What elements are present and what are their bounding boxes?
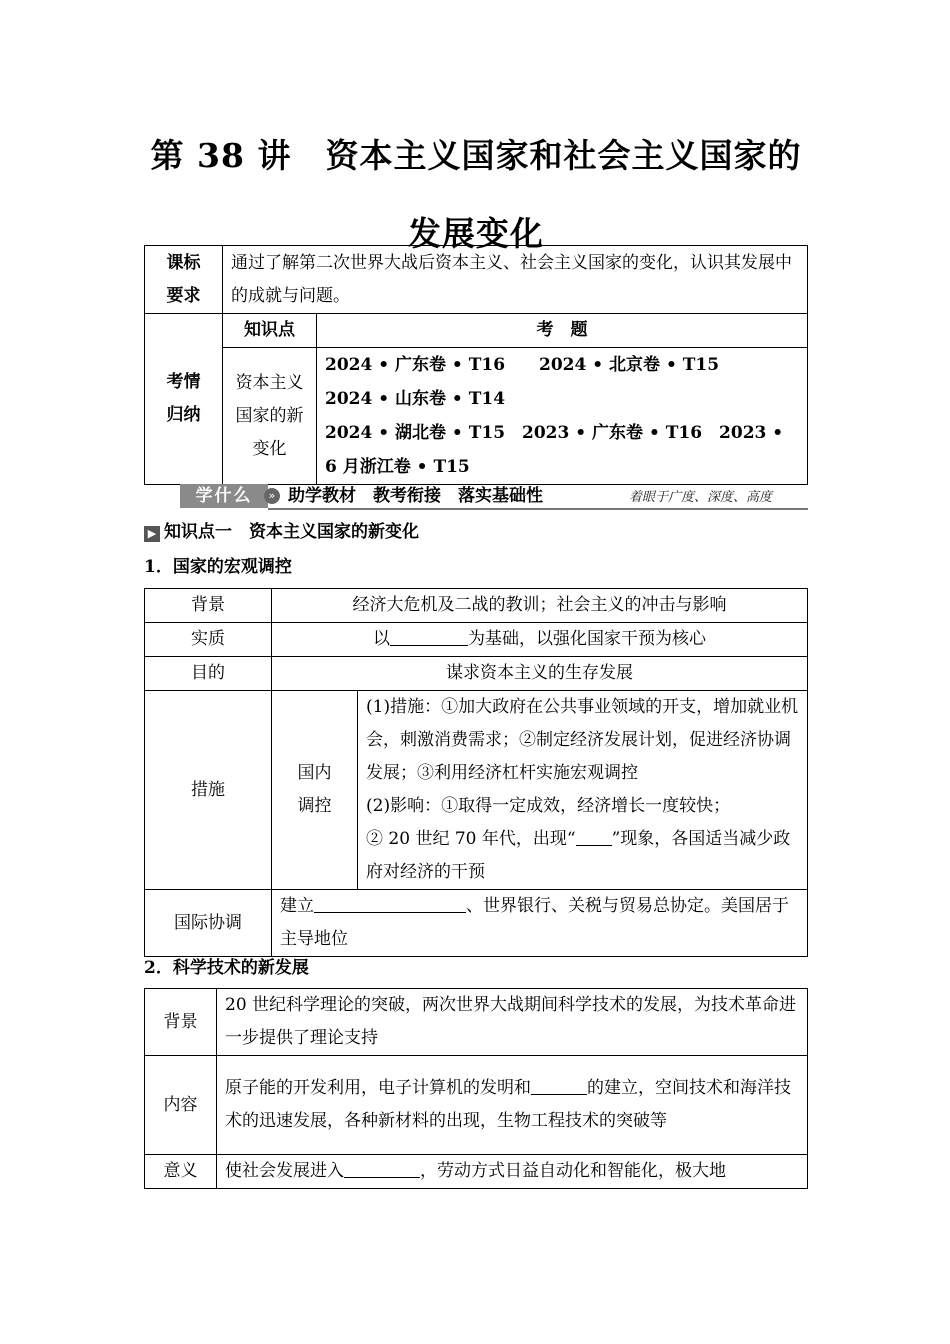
overview-table (144, 245, 808, 485)
tech-meaning-text (217, 1155, 808, 1189)
questions-cell (317, 348, 808, 485)
play-triangle-icon: ▶ (144, 526, 160, 542)
knowledge-header: 知识点 (223, 314, 317, 348)
questions-line-1: 2024 • 广东卷 • T16 2024 • 北京卷 • T15 2024 • 山东卷 • T14 (325, 355, 754, 409)
intl-text (272, 890, 808, 957)
domestic-impact: (2)影响：①取得一定成效，经济增长一度较快； (366, 796, 731, 816)
knowledge-cell: 资本主义国家的新变化 (223, 348, 317, 485)
questions-header: 考 题 (317, 314, 808, 348)
content-post: 的建立，空间技术和海洋技术的迅速发展，各种新材料的出现，生物工程技术的突破等 (225, 1078, 791, 1131)
macro-measures-label: 措施 (145, 691, 272, 890)
macro-control-table (144, 588, 808, 957)
tech-content-text (217, 1056, 808, 1155)
domestic-content (358, 691, 808, 890)
banner-subtitle: 助学教材 教考衔接 落实基础性 (288, 486, 543, 506)
banner-rule (268, 508, 808, 510)
fill-blank (576, 828, 612, 846)
fill-blank (314, 895, 466, 913)
questions-line-2: 2024 • 湖北卷 • T15 2023 • 广东卷 • T16 2023 • 6 月浙江卷 • T15 (325, 423, 784, 477)
knowledge-heading-text: 知识点一 资本主义国家的新变化 (164, 522, 419, 542)
macro-bg-text: 经济大危机及二战的教训；社会主义的冲击与影响 (272, 589, 808, 623)
intl-post: 、世界银行、关税与贸易总协定。美国居于主导地位 (280, 896, 789, 949)
intl-label: 国际协调 (145, 890, 272, 957)
fill-blank (531, 1077, 587, 1095)
subheading-macro: 1．国家的宏观调控 (144, 557, 292, 577)
exam-label: 考情 归纳 (145, 314, 223, 485)
standard-text: 通过了解第二次世界大战后资本主义、社会主义国家的变化，认识其发展中的成就与问题。 (223, 246, 808, 314)
essence-post: 为基础，以强化国家干预为核心 (468, 629, 706, 649)
domestic-label: 国内 调控 (272, 691, 358, 890)
fill-blank (390, 628, 468, 646)
banner-motto: 着眼于广度、深度、高度 (628, 490, 772, 505)
macro-essence-text (272, 623, 808, 657)
section-banner (180, 484, 808, 510)
title-line-1: 第 38 讲 资本主义国家和社会主义国家的 (150, 136, 802, 175)
meaning-post: ，劳动方式日益自动化和智能化，极大地 (420, 1161, 726, 1181)
intl-pre: 建立 (280, 896, 314, 916)
macro-bg-label: 背景 (145, 589, 272, 623)
content-pre: 原子能的开发利用，电子计算机的发明和 (225, 1078, 531, 1098)
lecture-title (144, 126, 808, 264)
impact-post: ”现象，各国适当减少政府对经济的干预 (366, 829, 791, 882)
tech-development-table (144, 988, 808, 1189)
domestic-impact-2 (366, 823, 799, 889)
tech-meaning-label: 意义 (145, 1155, 217, 1189)
tech-content-label: 内容 (145, 1056, 217, 1155)
subheading-tech: 2．科学技术的新发展 (144, 958, 309, 978)
impact-pre: ② 20 世纪 70 年代，出现“ (366, 829, 576, 849)
macro-essence-label: 实质 (145, 623, 272, 657)
knowledge-heading (144, 520, 419, 544)
tech-bg-label: 背景 (145, 989, 217, 1056)
standard-label: 课标 要求 (145, 246, 223, 314)
title-line-2: 发展变化 (408, 214, 544, 253)
banner-tag: 学什么 (180, 484, 268, 508)
domestic-measures: (1)措施：①加大政府在公共事业领域的开支，增加就业机会，刺激消费需求；②制定经济发展计划，促进经济协调发展；③利用经济杠杆实施宏观调控 (366, 697, 799, 783)
meaning-pre: 使社会发展进入 (225, 1161, 344, 1181)
essence-pre: 以 (373, 629, 390, 649)
tech-bg-text: 20 世纪科学理论的突破，两次世界大战期间科学技术的发展，为技术革命进一步提供了理论支持 (217, 989, 808, 1056)
fill-blank (344, 1160, 420, 1178)
macro-goal-text: 谋求资本主义的生存发展 (272, 657, 808, 691)
macro-goal-label: 目的 (145, 657, 272, 691)
chevron-right-icon: » (264, 488, 280, 504)
